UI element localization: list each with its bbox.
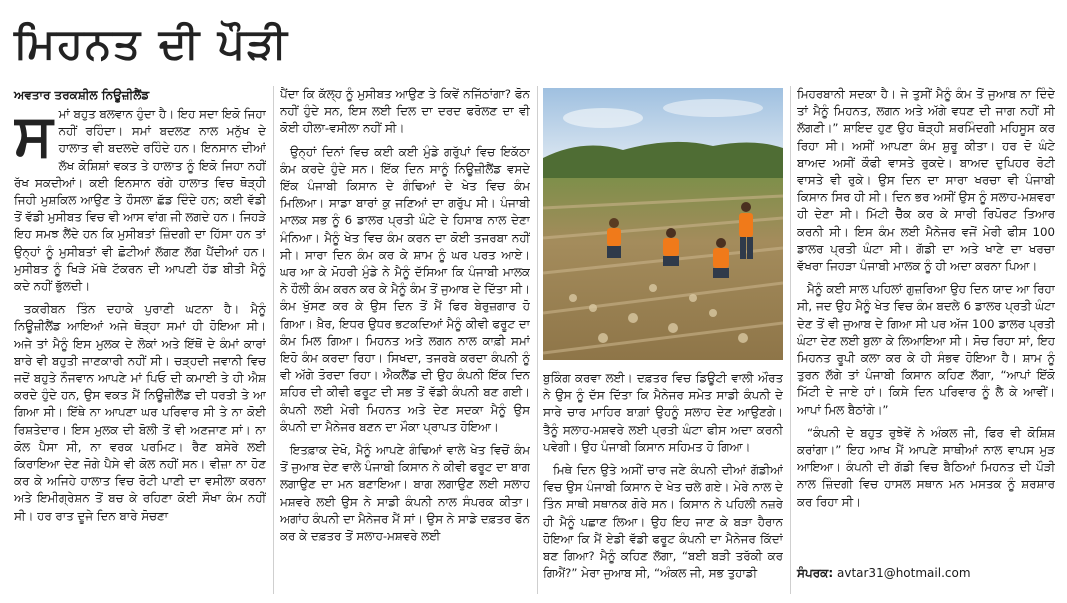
column-divider <box>273 86 274 594</box>
column-1 <box>14 106 266 596</box>
paragraph: ਉਨ੍ਹਾਂ ਦਿਨਾਂ ਵਿਚ ਕਈ ਕਈ ਮੁੰਡੇ ਗਰੁੱਪਾਂ ਵਿਚ ਇਕੱਠਾ ਕੰਮ ਕਰਦੇ ਹੁੰਦੇ ਸਨ। ਇੱਕ ਦਿਨ ਸਾਨੂੰ ਨਿਊਜ਼ੀਲੈਂਡ ਵਸਦੇ ਇੱਕ ਪੰਜਾਬੀ ਕਿਸਾਨ ਦੇ ਗੰਢਿਆਂ ਦੇ ਖੇਤ ਵਿਚ ਕੰਮ ਮਿਲਿਆ। ਸਾਡਾ ਬਾਰਾਂ ਕੁ ਜਣਿਆਂ ਦਾ ਗਰੁੱਪ ਸੀ। ਪੰਜਾਬੀ ਮਾਲਕ ਸਭ ਨੂੰ 6 ਡਾਲਰ ਪ੍ਰਤੀ ਘੰਟੇ ਦੇ ਹਿਸਾਬ ਨਾਲ ਦੇਣਾ ਮੰਨਿਆ। ਮੈਨੂੰ ਖੇਤ ਵਿਚ ਕੰਮ ਕਰਨ ਦਾ ਕੋਈ ਤਜਰਬਾ ਨਹੀਂ ਸੀ। ਸਾਰਾ ਦਿਨ ਕੰਮ ਕਰ ਕੇ ਸ਼ਾਮ ਨੂੰ ਘਰ ਪਰਤ ਆਏ। ਘਰ ਆ ਕੇ ਮੋਹਰੀ ਮੁੰਡੇ ਨੇ ਮੈਨੂੰ ਦੱਸਿਆ ਕਿ ਪੰਜਾਬੀ ਮਾਲਕ ਨੇ ਹੌਲੀ ਕੰਮ ਕਰਨ ਕਰ ਕੇ ਮੈਨੂੰ ਕੰਮ ਤੋਂ ਜੁਆਬ ਦੇ ਦਿੱਤਾ ਸੀ। ਕੰਮ ਖੁੱਸਣ ਕਰ ਕੇ ਉਸ ਦਿਨ ਤੋਂ ਮੈਂ ਫਿਰ ਬੇਰੁਜ਼ਗਾਰ ਹੋ ਗਿਆ। ਖ਼ੈਰ, ਇਧਰ ਉਧਰ ਭਟਕਦਿਆਂ ਮੈਨੂੰ ਕੀਵੀ ਫਰੂਟ ਦਾ ਕੰਮ ਮਿਲ ਗਿਆ। ਮਿਹਨਤ ਅਤੇ ਲਗਨ ਨਾਲ ਕਾਫ਼ੀ ਸਮਾਂ ਇਹੋ ਕੰਮ ਕਰਦਾ ਰਿਹਾ। ਸਿਖਦਾ, ਤਜਰਬੇ ਕਰਦਾ ਕੰਪਨੀ ਨੂੰ ਵੀ ਅੱਗੇ ਤੋਰਦਾ ਰਿਹਾ। ਐਕਲੈਂਡ ਦੀ ਉਹ ਕੰਪਨੀ ਇੱਕ ਦਿਨ ਸ਼ਹਿਰ ਦੀ ਕੀਵੀ ਫਰੂਟ ਦੀ ਸਭ ਤੋਂ ਵੱਡੀ ਕੰਪਨੀ ਬਣ ਗਈ। ਕੰਪਨੀ ਲਈ ਮੇਰੀ ਮਿਹਨਤ ਅਤੇ ਦੇਣ ਸਦਕਾ ਮੈਨੂੰ ਉਸ ਕੰਪਨੀ ਦਾ ਮੈਨੇਜਰ ਬਣਨ ਦਾ ਮੌਕਾ ਪ੍ਰਾਪਤ ਹੋਇਆ। <box>280 144 530 434</box>
paragraph: ਤਕਰੀਬਨ ਤਿੰਨ ਦਹਾਕੇ ਪੁਰਾਣੀ ਘਟਨਾ ਹੈ। ਮੈਨੂੰ ਨਿਊਜ਼ੀਲੈਂਡ ਆਇਆਂ ਅਜੇ ਥੋੜ੍ਹਾ ਸਮਾਂ ਹੀ ਹੋਇਆ ਸੀ। ਅਜੇ ਤਾਂ ਮੈਨੂੰ ਇਸ ਮੁਲਕ ਦੇ ਲੋਕਾਂ ਅਤੇ ਇੱਥੋਂ ਦੇ ਕੰਮਾਂ ਕਾਰਾਂ ਬਾਰੇ ਵੀ ਬਹੁਤੀ ਜਾਣਕਾਰੀ ਨਹੀਂ ਸੀ। ਚੜ੍ਹਦੀ ਜਵਾਨੀ ਵਿਚ ਜਦੋਂ ਬਹੁਤੇ ਨੌਜਵਾਨ ਆਪਣੇ ਮਾਂ ਪਿਓ ਦੀ ਕਮਾਈ ਤੇ ਹੀ ਐਸ਼ ਕਰਦੇ ਹੁੰਦੇ ਹਨ, ਉਸ ਵਕਤ ਮੈਂ ਨਿਊਜ਼ੀਲੈਂਡ ਦੀ ਧਰਤੀ ਤੇ ਆ ਗਿਆ ਸੀ। ਇੱਥੇ ਨਾ ਆਪਣਾ ਘਰ ਪਰਿਵਾਰ ਸੀ ਤੇ ਨਾ ਕੋਈ ਰਿਸ਼ਤੇਦਾਰ। ਇਸ ਮੁਲਕ ਦੀ ਬੋਲੀ ਤੋਂ ਵੀ ਅਣਜਾਣ ਸਾਂ। ਨਾ ਕੋਲ ਪੈਸਾ ਸੀ, ਨਾ ਵਰਕ ਪਰਮਿਟ। ਰੈਣ ਬਸੇਰੇ ਲਈ ਕਿਰਾਇਆ ਦੇਣ ਜੋਗੇ ਪੈਸੇ ਵੀ ਕੋਲ ਨਹੀਂ ਸਨ। ਵੀਜ਼ਾ ਨਾ ਹੋਣ ਕਰ ਕੇ ਅਜਿਹੇ ਹਾਲਾਤ ਵਿਚ ਰੋਟੀ ਪਾਣੀ ਦਾ ਵਸੀਲਾ ਕਰਨਾ ਅਤੇ ਇਮੀਗ੍ਰੇਸ਼ਨ ਤੋਂ ਬਚ ਕੇ ਰਹਿਣਾ ਕੋਈ ਸੌਖਾ ਕੰਮ ਨਹੀਂ ਸੀ। ਹਰ ਰਾਤ ਦੂਜੇ ਦਿਨ ਬਾਰੇ ਸੋਚਣਾ <box>14 302 266 523</box>
tree-line <box>543 142 783 183</box>
onion-field-photo <box>543 88 783 360</box>
column-2 <box>280 86 530 594</box>
column-divider <box>790 86 791 594</box>
paragraph: “ਕੰਪਨੀ ਦੇ ਬਹੁਤ ਰੁਝੇਵੇਂ ਨੇ ਅੰਕਲ ਜੀ, ਫਿਰ ਵੀ ਕੋਸ਼ਿਸ਼ ਕਰਾਂਗਾ।” ਇਹ ਆਖ ਮੈਂ ਆਪਣੇ ਸਾਥੀਆਂ ਨਾਲ ਵਾਪਸ ਮੁੜ ਆਇਆ। ਕੰਪਨੀ ਦੀ ਗੱਡੀ ਵਿਚ ਬੈਠਿਆਂ ਮਿਹਨਤ ਦੀ ਪੌੜੀ ਨਾਲ ਜ਼ਿੰਦਗੀ ਵਿਚ ਹਾਸਲ ਸਥਾਨ ਮਨ ਮਸਤਕ ਨੂੰ ਸ਼ਰਸ਼ਾਰ ਕਰ ਰਿਹਾ ਸੀ। <box>797 425 1055 509</box>
article-title: ਮਿਹਨਤ ਦੀ ਪੌੜੀ <box>14 19 289 68</box>
paragraph: ਇਤਫ਼ਾਕ ਦੇਖੋ, ਮੈਨੂੰ ਆਪਣੇ ਗੰਢਿਆਂ ਵਾਲੇ ਖੇਤ ਵਿਚੋਂ ਕੰਮ ਤੋਂ ਜੁਆਬ ਦੇਣ ਵਾਲੇ ਪੰਜਾਬੀ ਕਿਸਾਨ ਨੇ ਕੀਵੀ ਫਰੂਟ ਦਾ ਬਾਗ ਲਗਾਉਣ ਦਾ ਮਨ ਬਣਾਇਆ। ਬਾਗ ਲਗਾਉਣ ਲਈ ਸਲਾਹ ਮਸ਼ਵਰੇ ਲਈ ਉਸ ਨੇ ਸਾਡੀ ਕੰਪਨੀ ਨਾਲ ਸੰਪਰਕ ਕੀਤਾ। ਅਗਾਂਹ ਕੰਪਨੀ ਦਾ ਮੈਨੇਜਰ ਮੈਂ ਸਾਂ। ਉਸ ਨੇ ਸਾਡੇ ਦਫ਼ਤਰ ਫੋਨ ਕਰ ਕੇ ਦਫ਼ਤਰ ਤੋਂ ਸਲਾਹ-ਮਸ਼ਵਰੇ ਲਈ <box>280 443 530 544</box>
paragraph: ਬੁਕਿੰਗ ਕਰਵਾ ਲਈ। ਦਫ਼ਤਰ ਵਿਚ ਡਿਊਟੀ ਵਾਲੀ ਔਰਤ ਨੇ ਉਸ ਨੂੰ ਦੱਸ ਦਿੱਤਾ ਕਿ ਮੈਨੇਜਰ ਸਮੇਤ ਸਾਡੀ ਕੰਪਨੀ ਦੇ ਸਾਰੇ ਚਾਰ ਮਾਹਿਰ ਬਾਗ਼ਾਂ ਉਹਨੂੰ ਸਲਾਹ ਦੇਣ ਆਉਣਗੇ। ਤੈਨੂੰ ਸਲਾਹ-ਮਸ਼ਵਰੇ ਲਈ ਪ੍ਰਤੀ ਘੰਟਾ ਫੀਸ ਅਦਾ ਕਰਨੀ ਪਵੇਗੀ। ਉਹ ਪੰਜਾਬੀ ਕਿਸਾਨ ਸਹਿਮਤ ਹੋ ਗਿਆ। <box>543 371 783 454</box>
article-photo <box>543 88 783 360</box>
contact-label: ਸੰਪਰਕ: <box>797 566 834 580</box>
paragraph: ਸਮਾਂ ਬਹੁਤ ਬਲਵਾਨ ਹੁੰਦਾ ਹੈ। ਇਹ ਸਦਾ ਇਕੋ ਜਿਹਾ ਨਹੀਂ ਰਹਿੰਦਾ। ਸਮਾਂ ਬਦਲਣ ਨਾਲ ਮਨੁੱਖ ਦੇ ਹਾਲਾਤ ਵੀ ਬਦਲਦੇ ਰਹਿੰਦੇ ਹਨ। ਇਨਸਾਨ ਦੀਆਂ ਲੱਖ ਕੋਸ਼ਿਸ਼ਾਂ ਵਕਤ ਤੇ ਹਾਲਾਤ ਨੂੰ ਇਕੋ ਜਿਹਾ ਨਹੀਂ ਰੱਖ ਸਕਦੀਆਂ। ਕਈ ਇਨਸਾਨ ਰਂਗੇ ਹਾਲਾਤ ਵਿਚ ਥੋੜ੍ਹੀ ਜਿਹੀ ਮੁਸ਼ਕਿਲ ਆਉਣ ਤੇ ਹੌਸਲਾ ਛੱਡ ਦਿੰਦੇ ਹਨ; ਕਈ ਵੱਡੀ ਤੋਂ ਵੱਡੀ ਮੁਸੀਬਤ ਵਿਚ ਵੀ ਆਸ ਵਾਂਗ ਜੀ ਲਗਦੇ ਹਨ। ਜਿਹੜੇ ਇਹ ਸਮਝ ਲੈਂਦੇ ਹਨ ਕਿ ਮੁਸੀਬਤਾਂ ਜ਼ਿੰਦਗੀ ਦਾ ਹਿੱਸਾ ਹਨ ਤਾਂ ਉਨ੍ਹਾਂ ਨੂੰ ਮੁਸੀਬਤਾਂ ਵੀ ਛੋਟੀਆਂ ਲੱਗਣ ਲੱਗ ਪੈਂਦੀਆਂ ਹਨ। ਮੁਸੀਬਤ ਨੂੰ ਖਿੜੇ ਮੱਥੇ ਟੱਕਰਨ ਦੀ ਆਪਣੀ ਹੱਡ ਬੀਤੀ ਮੈਨੂੰ ਕਦੇ ਨਹੀਂ ਭੁੱਲਦੀ। <box>14 106 266 294</box>
paragraph: ਮਿਹਰਬਾਨੀ ਸਦਕਾ ਹੈ। ਜੇ ਤੁਸੀਂ ਮੈਨੂੰ ਕੰਮ ਤੋਂ ਜੁਆਬ ਨਾ ਦਿੰਦੇ ਤਾਂ ਮੈਨੂੰ ਮਿਹਨਤ, ਲਗਨ ਅਤੇ ਅੱਗੇ ਵਧਣ ਦੀ ਜਾਗ ਨਹੀਂ ਸੀ ਲੱਗਣੀ।” ਸ਼ਾਇਦ ਹੁਣ ਉਹ ਥੋੜ੍ਹੀ ਸ਼ਰਮਿੰਦਗੀ ਮਹਿਸੂਸ ਕਰ ਰਿਹਾ ਸੀ। ਅਸੀਂ ਆਪਣਾ ਕੰਮ ਸ਼ੁਰੂ ਕੀਤਾ। ਹਰ ਦੋ ਘੰਟੇ ਬਾਅਦ ਅਸੀਂ ਕੌਫੀ ਵਾਸਤੇ ਰੁਕਦੇ। ਬਾਅਦ ਦੁਪਿਹਰ ਰੋਟੀ ਵਾਸਤੇ ਵੀ ਰੁਕੇ। ਉਸ ਦਿਨ ਦਾ ਸਾਰਾ ਖਰਚਾ ਵੀ ਪੰਜਾਬੀ ਕਿਸਾਨ ਸਿਰ ਹੀ ਸੀ। ਦਿਨ ਭਰ ਅਸੀਂ ਉਸ ਨੂੰ ਸਲਾਹ-ਮਸ਼ਵਰਾ ਹੀ ਦੇਣਾ ਸੀ। ਮਿੱਟੀ ਚੈੱਕ ਕਰ ਕੇ ਸਾਰੀ ਰਿਪੋਰਟ ਤਿਆਰ ਕਰਨੀ ਸੀ। ਇਸ ਕੰਮ ਲਈ ਮੈਨੇਜਰ ਵਜੋਂ ਮੇਰੀ ਫੀਸ 100 ਡਾਲਰ ਪ੍ਰਤੀ ਘੰਟਾ ਸੀ। ਗੱਡੀ ਦਾ ਅਤੇ ਖਾਣੇ ਦਾ ਖਰਚਾ ਵੱਖਰਾ ਜਿਹੜਾ ਪੰਜਾਬੀ ਮਾਲਕ ਨੂੰ ਹੀ ਅਦਾ ਕਰਨਾ ਪਿਆ। <box>797 87 1055 274</box>
byline: ਅਵਤਾਰ ਤਰਕਸ਼ੀਲ ਨਿਊਜ਼ੀਲੈਂਡ <box>14 88 150 102</box>
column-3 <box>543 370 783 594</box>
contact-line <box>797 566 971 581</box>
paragraph: ਮਿਥੇ ਦਿਨ ਉਤੇ ਅਸੀਂ ਚਾਰ ਜਣੇ ਕੰਪਨੀ ਦੀਆਂ ਗੱਡੀਆਂ ਵਿਚ ਉਸ ਪੰਜਾਬੀ ਕਿਸਾਨ ਦੇ ਖੇਤ ਚਲੇ ਗਏ। ਮੇਰੇ ਨਾਲ ਦੇ ਤਿੰਨ ਸਾਥੀ ਸਥਾਨਕ ਗੋਰੇ ਸਨ। ਕਿਸਾਨ ਨੇ ਪਹਿਲੀ ਨਜ਼ਰੇ ਹੀ ਮੈਨੂੰ ਪਛਾਣ ਲਿਆ। ਉਹ ਇਹ ਜਾਣ ਕੇ ਬੜਾ ਹੈਰਾਨ ਹੋਇਆ ਕਿ ਮੈਂ ਏਡੀ ਵੱਡੀ ਫਰੂਟ ਕੰਪਨੀ ਦਾ ਮੈਨੇਜਰ ਕਿੱਦਾਂ ਬਣ ਗਿਆ? ਮੈਨੂੰ ਕਹਿਣ ਲੱਗਾ, “ਬਈ ਬੜੀ ਤਰੱਕੀ ਕਰ ਗਿਐਂ?” ਮੇਰਾ ਜੁਆਬ ਸੀ, “ਅੰਕਲ ਜੀ, ਸਭ ਤੁਹਾਡੀ <box>543 463 783 581</box>
column-divider <box>537 86 538 594</box>
column-4 <box>797 86 1055 562</box>
drop-cap: ਸ <box>14 106 53 169</box>
contact-email[interactable]: avtar31@hotmail.com <box>836 566 971 580</box>
paragraph: ਮੈਨੂੰ ਕਈ ਸਾਲ ਪਹਿਲਾਂ ਗੁਜ਼ਰਿਆ ਉਹ ਦਿਨ ਯਾਦ ਆ ਰਿਹਾ ਸੀ, ਜਦ ਉਹ ਮੈਨੂੰ ਖੇਤ ਵਿਚ ਕੰਮ ਬਦਲੇ 6 ਡਾਲਰ ਪ੍ਰਤੀ ਘੰਟਾ ਦੇਣ ਤੋਂ ਵੀ ਜੁਆਬ ਦੇ ਗਿਆ ਸੀ ਪਰ ਅੱਜ 100 ਡਾਲਰ ਪ੍ਰਤੀ ਘੰਟਾ ਦੇਣ ਲਈ ਬੁਲਾ ਕੇ ਲਿਆਇਆ ਸੀ। ਸੋਚ ਰਿਹਾ ਸਾਂ, ਇਹ ਮਿਹਨਤ ਰੂਪੀ ਕਲਾ ਕਰ ਕੇ ਹੀ ਸੰਭਵ ਹੋਇਆ ਹੈ। ਸ਼ਾਮ ਨੂੰ ਤੁਰਨ ਲੱਗੇ ਤਾਂ ਪੰਜਾਬੀ ਕਿਸਾਨ ਕਹਿਣ ਲੱਗਾ, “ਆਪਾਂ ਇੱਕੋ ਮਿੱਟੀ ਦੇ ਜਾਏ ਹਾਂ। ਕਿਸੇ ਦਿਨ ਪਰਿਵਾਰ ਨੂੰ ਲੈ ਕੇ ਆਵੀਂ। ਆਪਾਂ ਮਿਲ ਬੈਠਾਂਗੇ।” <box>797 282 1055 417</box>
paragraph: ਪੈਂਦਾ ਕਿ ਕੱਲ੍ਹ ਨੂੰ ਮੁਸੀਬਤ ਆਉਣ ਤੇ ਕਿਵੇਂ ਨਜਿੱਠਾਂਗਾ? ਫੋਨ ਨਹੀਂ ਹੁੰਦੇ ਸਨ, ਇਸ ਲਈ ਦਿਲ ਦਾ ਦਰਦ ਫਰੋਲਣ ਦਾ ਵੀ ਕੋਈ ਹੀਲਾ-ਵਸੀਲਾ ਨਹੀਂ ਸੀ। <box>280 87 530 136</box>
